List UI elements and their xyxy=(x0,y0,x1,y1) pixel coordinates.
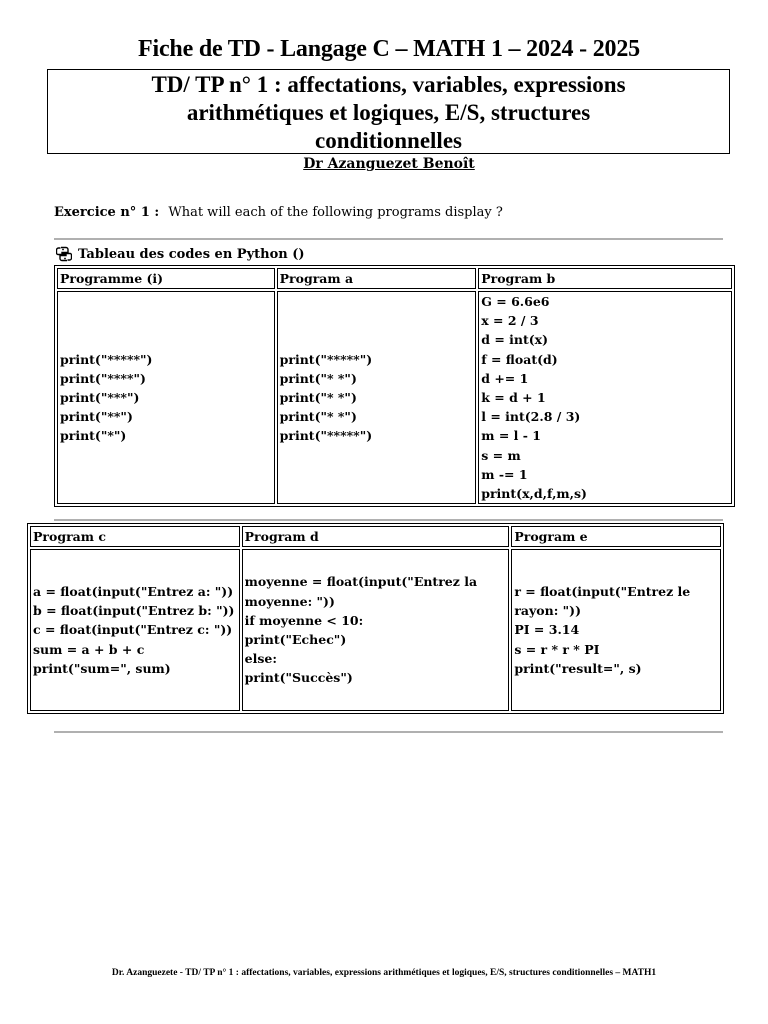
subtitle-line: conditionnelles xyxy=(315,128,462,153)
code-cell: moyenne = float(input("Entrez la moyenne: ")) if moyenne < 10: print("Echec") else: print("Succès") xyxy=(242,549,510,711)
table-row xyxy=(57,291,732,504)
exercise-question: What will each of the following programs display ? xyxy=(168,205,503,220)
separator-rule xyxy=(54,519,723,521)
python-icon xyxy=(56,246,72,262)
subtitle-line: arithmétiques et logiques, E/S, structures xyxy=(186,100,591,125)
document-title: Fiche de TD - Langage C – MATH 1 – 2024 - 2025 xyxy=(138,36,640,62)
subtitle-line: TD/ TP n° 1 : affectations, variables, expressions xyxy=(151,72,626,97)
column-header: Programme (i) xyxy=(57,268,275,289)
column-header: Program b xyxy=(478,268,732,289)
caption-text: Tableau des codes en Python () xyxy=(78,246,305,262)
table-header-row xyxy=(57,268,732,289)
column-header: Program e xyxy=(511,526,721,547)
table-row xyxy=(30,549,721,711)
table-header-row xyxy=(30,526,721,547)
code-cell: G = 6.6e6 x = 2 / 3 d = int(x) f = float(d) d += 1 k = d + 1 l = int(2.8 / 3) m = l - 1 s = m m -= 1 print(x,d,f,m,s) xyxy=(478,291,732,504)
code-cell: print("*****") print("****") print("***") print("**") print("*") xyxy=(57,291,275,504)
separator-rule xyxy=(54,238,723,240)
separator-rule xyxy=(54,731,723,733)
page-footer: Dr. Azanguezete - TD/ TP n° 1 : affectations, variables, expressions arithmétiques et logiques, E/S, structures conditionnelles – MATH1 xyxy=(111,968,657,978)
code-cell: r = float(input("Entrez le rayon: ")) PI = 3.14 s = r * r * PI print("result=", s) xyxy=(511,549,721,711)
table-caption xyxy=(56,246,305,262)
column-header: Program d xyxy=(242,526,510,547)
exercise-label: Exercice n° 1 : xyxy=(54,205,160,220)
code-cell: print("*****") print("* *") print("* *") print("* *") print("*****") xyxy=(277,291,477,504)
code-cell: a = float(input("Entrez a: ")) b = float(input("Entrez b: ")) c = float(input("Entrez c: ")) sum = a + b + c print("sum=", sum) xyxy=(30,549,240,711)
column-header: Program c xyxy=(30,526,240,547)
td-subtitle-box xyxy=(47,69,730,154)
column-header: Program a xyxy=(277,268,477,289)
code-table-2 xyxy=(27,523,724,714)
author-name: Dr Azanguezet Benoît xyxy=(303,156,475,172)
code-table-1 xyxy=(54,265,735,507)
exercise-statement xyxy=(54,205,503,220)
